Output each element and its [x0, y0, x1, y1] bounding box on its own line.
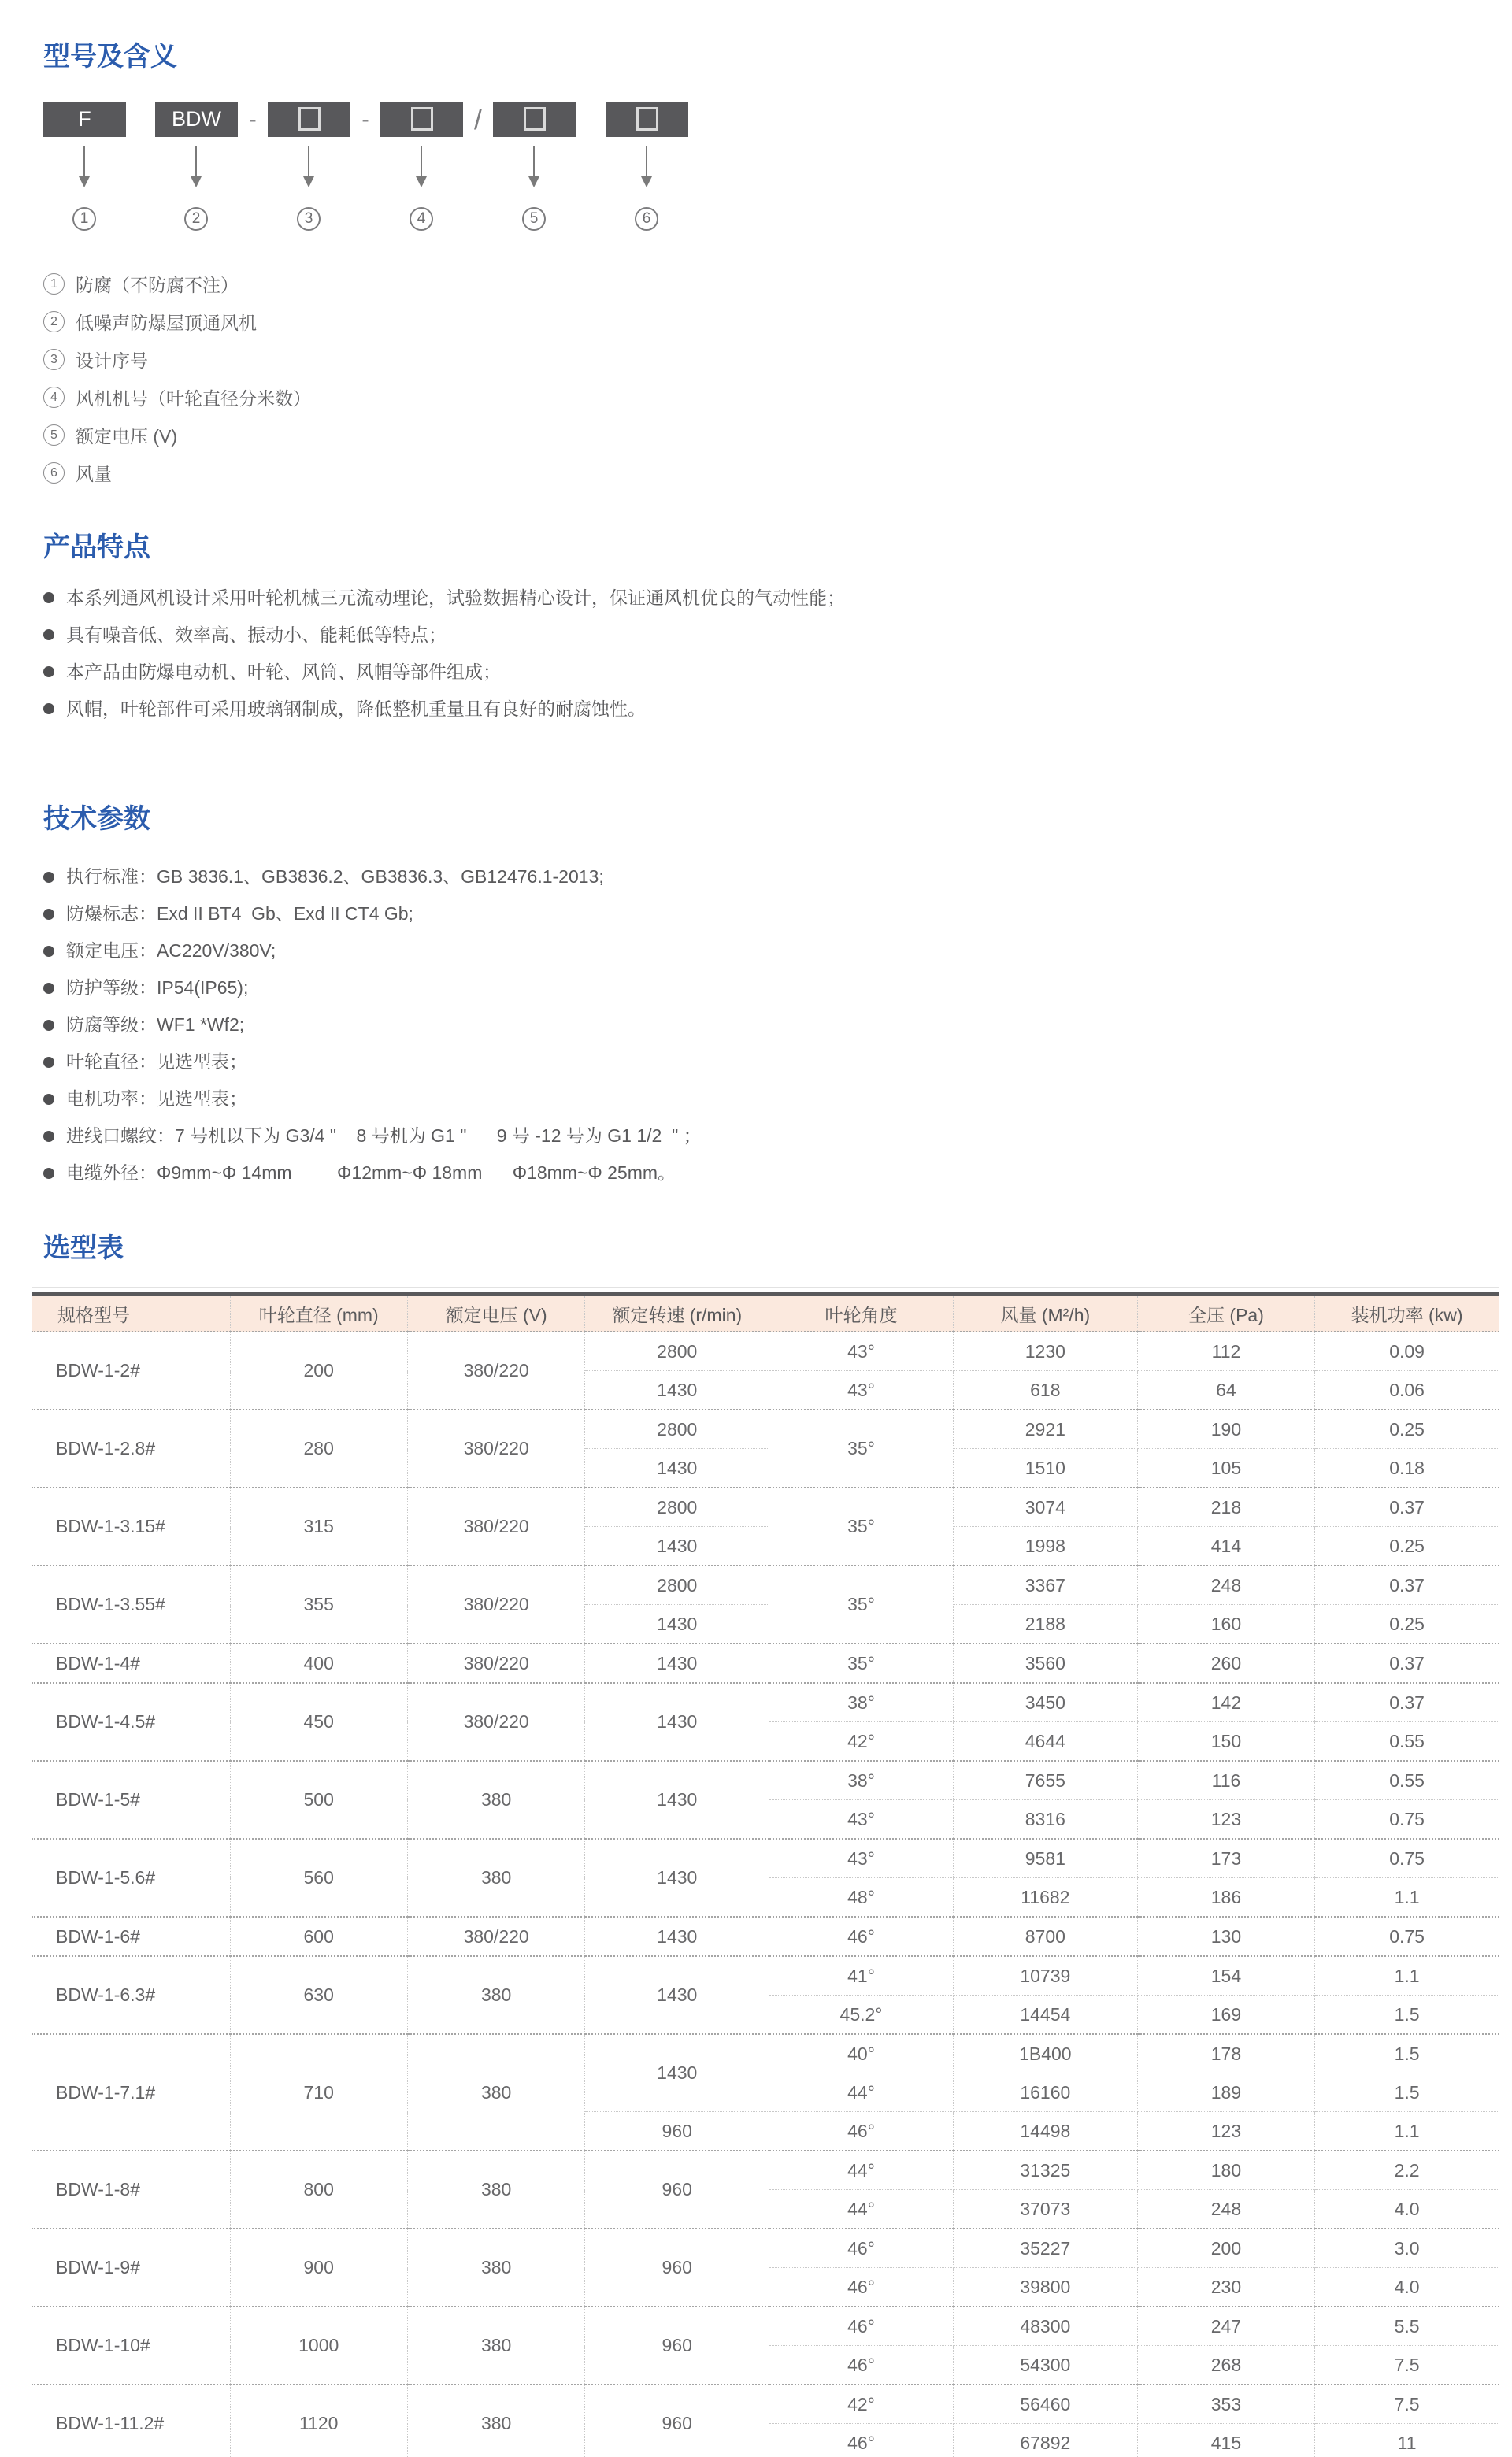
table-cell: 48300	[953, 2307, 1137, 2346]
dash-separator: -	[361, 106, 369, 132]
table-cell: 1.1	[1315, 1878, 1499, 1918]
table-row	[32, 1410, 1499, 1449]
table-cell: 355	[230, 1566, 407, 1644]
table-cell: 1.5	[1315, 2034, 1499, 2073]
legend-item	[43, 265, 1512, 303]
table-cell: 1510	[953, 1449, 1137, 1488]
table-cell: 200	[1137, 2229, 1314, 2268]
model-cell: BDW-1-7.1#	[32, 2034, 231, 2151]
selection-table	[32, 1292, 1499, 2457]
down-arrow-icon	[421, 146, 422, 182]
table-row	[32, 1839, 1499, 1878]
bullet-icon	[43, 629, 54, 640]
table-cell: 0.75	[1315, 1800, 1499, 1840]
table-cell: 67892	[953, 2424, 1137, 2457]
table-cell: 1430	[585, 1839, 769, 1917]
tech-param-text: 叶轮直径：见选型表；	[66, 1051, 247, 1073]
table-cell: 200	[230, 1332, 407, 1410]
table-cell: 46°	[769, 2229, 954, 2268]
table-cell: 112	[1137, 1332, 1314, 1371]
feature-item	[43, 617, 1512, 654]
table-cell: 618	[953, 1371, 1137, 1410]
table-cell: 960	[585, 2307, 769, 2385]
table-top-divider	[32, 1287, 1499, 1288]
legend-item	[43, 379, 1512, 417]
circled-number-4: 4	[43, 387, 65, 408]
table-cell: 380/220	[407, 1917, 584, 1956]
table-cell: 3367	[953, 1566, 1137, 1605]
table-cell: 31325	[953, 2151, 1137, 2190]
table-cell: 1430	[585, 1644, 769, 1683]
table-cell: 380	[407, 1761, 584, 1839]
table-cell: 960	[585, 2229, 769, 2307]
table-cell: 46°	[769, 2112, 954, 2151]
table-cell: 1120	[230, 2385, 407, 2457]
table-cell: 2800	[585, 1566, 769, 1605]
column-header-impeller-angle: 叶轮角度	[769, 1295, 954, 1332]
circled-number-3: 3	[43, 349, 65, 370]
table-cell: 0.37	[1315, 1566, 1499, 1605]
table-cell: 40°	[769, 2034, 954, 2073]
table-cell: 43°	[769, 1371, 954, 1410]
circled-number-2: 2	[43, 311, 65, 332]
table-cell: 180	[1137, 2151, 1314, 2190]
table-cell: 37073	[953, 2190, 1137, 2229]
table-cell: 1430	[585, 1371, 769, 1410]
column-header-air-volume: 风量 (M²/h)	[953, 1295, 1137, 1332]
table-cell: 353	[1137, 2385, 1314, 2424]
bullet-icon	[43, 872, 54, 883]
legend-item	[43, 341, 1512, 379]
table-cell: 43°	[769, 1839, 954, 1878]
table-cell: 35°	[769, 1644, 954, 1683]
feature-text: 本系列通风机设计采用叶轮机械三元流动理论，试验数据精心设计，保证通风机优良的气动性能；	[66, 587, 845, 608]
tech-param-text: 电缆外径：Φ9mm~Φ 14mm Φ12mm~Φ 18mm Φ18mm~Φ 25mm。	[66, 1162, 676, 1184]
down-arrow-icon	[308, 146, 309, 182]
table-cell: 1.5	[1315, 1996, 1499, 2035]
table-row	[32, 2229, 1499, 2268]
table-cell: 0.18	[1315, 1449, 1499, 1488]
legend-text: 低噪声防爆屋顶通风机	[76, 313, 257, 334]
tech-param-text: 额定电压：AC220V/380V;	[66, 940, 276, 962]
table-cell: 2800	[585, 1488, 769, 1527]
table-cell: 160	[1137, 1605, 1314, 1644]
table-cell: 44°	[769, 2190, 954, 2229]
table-cell: 190	[1137, 1410, 1314, 1449]
column-header-installed-power: 装机功率 (kw)	[1315, 1295, 1499, 1332]
model-code-box-1-label: F	[78, 106, 91, 131]
table-cell: 380	[407, 1956, 584, 2034]
table-cell: 380	[407, 1839, 584, 1917]
table-cell: 415	[1137, 2424, 1314, 2457]
model-cell: BDW-1-8#	[32, 2151, 231, 2229]
table-cell: 630	[230, 1956, 407, 2034]
table-cell: 1.1	[1315, 1956, 1499, 1996]
table-row	[32, 1644, 1499, 1683]
model-cell: BDW-1-6#	[32, 1917, 231, 1956]
table-cell: 2921	[953, 1410, 1137, 1449]
table-cell: 268	[1137, 2346, 1314, 2385]
table-cell: 35°	[769, 1410, 954, 1488]
table-cell: 2188	[953, 1605, 1137, 1644]
down-arrow-icon	[83, 146, 85, 182]
table-cell: 414	[1137, 1527, 1314, 1566]
table-cell: 380	[407, 2034, 584, 2151]
table-cell: 43°	[769, 1332, 954, 1371]
tech-param-item	[43, 858, 1512, 895]
circled-number-6: 6	[43, 462, 65, 484]
table-cell: 46°	[769, 2424, 954, 2457]
table-cell: 130	[1137, 1917, 1314, 1956]
legend-text: 风机机号（叶轮直径分米数）	[76, 388, 311, 410]
table-cell: 64	[1137, 1371, 1314, 1410]
table-cell: 0.25	[1315, 1410, 1499, 1449]
section-title-model-meaning: 型号及含义	[43, 42, 177, 72]
tech-param-item	[43, 1117, 1512, 1154]
tech-param-item	[43, 932, 1512, 969]
table-cell: 42°	[769, 1722, 954, 1762]
table-cell: 4.0	[1315, 2190, 1499, 2229]
table-cell: 1430	[585, 1605, 769, 1644]
table-row	[32, 1956, 1499, 1996]
tech-param-text: 进线口螺纹：7 号机以下为 G3/4 " 8 号机为 G1 " 9 号 -12 号为 G1 1/2 " ；	[66, 1125, 702, 1147]
table-cell: 2800	[585, 1332, 769, 1371]
table-cell: 35°	[769, 1488, 954, 1566]
legend-text: 设计序号	[76, 350, 148, 372]
tech-param-item	[43, 969, 1512, 1006]
table-cell: 0.09	[1315, 1332, 1499, 1371]
table-cell: 35°	[769, 1566, 954, 1644]
table-cell: 44°	[769, 2151, 954, 2190]
table-cell: 0.25	[1315, 1605, 1499, 1644]
table-cell: 189	[1137, 2073, 1314, 2112]
tech-param-item	[43, 895, 1512, 932]
section-title-product-features: 产品特点	[43, 532, 150, 562]
table-cell: 400	[230, 1644, 407, 1683]
table-cell: 14454	[953, 1996, 1137, 2035]
model-cell: BDW-1-6.3#	[32, 1956, 231, 2034]
table-cell: 5.5	[1315, 2307, 1499, 2346]
table-row	[32, 1332, 1499, 1371]
table-cell: 0.55	[1315, 1761, 1499, 1800]
table-cell: 178	[1137, 2034, 1314, 2073]
table-cell: 0.75	[1315, 1917, 1499, 1956]
bullet-icon	[43, 1094, 54, 1105]
table-cell: 1430	[585, 1683, 769, 1761]
tech-param-item	[43, 1080, 1512, 1117]
table-cell: 123	[1137, 1800, 1314, 1840]
table-cell: 2800	[585, 1410, 769, 1449]
table-cell: 3560	[953, 1644, 1137, 1683]
table-cell: 560	[230, 1839, 407, 1917]
table-cell: 1430	[585, 1761, 769, 1839]
feature-item	[43, 654, 1512, 691]
circled-number-5: 5	[522, 207, 546, 231]
table-cell: 1000	[230, 2307, 407, 2385]
table-cell: 380/220	[407, 1332, 584, 1410]
table-cell: 0.37	[1315, 1683, 1499, 1722]
tech-param-text: 执行标准：GB 3836.1、GB3836.2、GB3836.3、GB12476.1-2013;	[66, 866, 604, 888]
table-cell: 11	[1315, 2424, 1499, 2457]
table-row	[32, 2385, 1499, 2424]
table-cell: 380	[407, 2229, 584, 2307]
table-cell: 154	[1137, 1956, 1314, 1996]
bullet-icon	[43, 1131, 54, 1142]
table-cell: 0.37	[1315, 1644, 1499, 1683]
legend-text: 风量	[76, 464, 112, 485]
table-cell: 7.5	[1315, 2346, 1499, 2385]
feature-text: 本产品由防爆电动机、叶轮、风筒、风帽等部件组成；	[66, 661, 501, 682]
table-cell: 1430	[585, 1956, 769, 2034]
table-cell: 960	[585, 2151, 769, 2229]
table-cell: 14498	[953, 2112, 1137, 2151]
table-row	[32, 2151, 1499, 2190]
table-cell: 800	[230, 2151, 407, 2229]
model-code-box-2	[155, 102, 238, 137]
table-cell: 280	[230, 1410, 407, 1488]
table-cell: 8700	[953, 1917, 1137, 1956]
table-cell: 35227	[953, 2229, 1137, 2268]
legend-item	[43, 454, 1512, 492]
table-cell: 1430	[585, 1917, 769, 1956]
table-cell: 3450	[953, 1683, 1137, 1722]
product-features-list	[43, 580, 1512, 728]
model-cell: BDW-1-5.6#	[32, 1839, 231, 1917]
model-cell: BDW-1-5#	[32, 1761, 231, 1839]
table-cell: 142	[1137, 1683, 1314, 1722]
table-cell: 380	[407, 2385, 584, 2457]
table-cell: 46°	[769, 2268, 954, 2307]
table-cell: 380	[407, 2151, 584, 2229]
table-cell: 7655	[953, 1761, 1137, 1800]
model-cell: BDW-1-11.2#	[32, 2385, 231, 2457]
table-cell: 54300	[953, 2346, 1137, 2385]
table-row	[32, 1566, 1499, 1605]
table-cell: 173	[1137, 1839, 1314, 1878]
table-cell: 1B400	[953, 2034, 1137, 2073]
feature-item	[43, 580, 1512, 617]
section-title-selection-table: 选型表	[43, 1233, 124, 1264]
table-cell: 247	[1137, 2307, 1314, 2346]
table-row	[32, 1917, 1499, 1956]
bullet-icon	[43, 592, 54, 603]
table-cell: 380/220	[407, 1488, 584, 1566]
circled-number-1: 1	[43, 273, 65, 295]
circled-number-2: 2	[184, 207, 208, 231]
table-cell: 380	[407, 2307, 584, 2385]
model-code-box-5	[493, 102, 576, 137]
table-cell: 39800	[953, 2268, 1137, 2307]
model-cell: BDW-1-9#	[32, 2229, 231, 2307]
model-cell: BDW-1-10#	[32, 2307, 231, 2385]
table-cell: 46°	[769, 1917, 954, 1956]
table-row	[32, 2034, 1499, 2073]
model-cell: BDW-1-3.55#	[32, 1566, 231, 1644]
table-cell: 450	[230, 1683, 407, 1761]
tech-param-text: 防护等级：IP54(IP65);	[66, 977, 249, 999]
table-cell: 48°	[769, 1878, 954, 1918]
model-code-diagram	[0, 102, 1512, 245]
table-cell: 150	[1137, 1722, 1314, 1762]
table-row	[32, 1761, 1499, 1800]
table-cell: 3.0	[1315, 2229, 1499, 2268]
bullet-icon	[43, 946, 54, 957]
table-row	[32, 1683, 1499, 1722]
model-code-box-2-label: BDW	[172, 106, 221, 131]
table-cell: 218	[1137, 1488, 1314, 1527]
tech-param-item	[43, 1154, 1512, 1191]
feature-item	[43, 691, 1512, 728]
model-code-legend	[43, 265, 1512, 492]
table-cell: 0.75	[1315, 1839, 1499, 1878]
tech-param-text: 防爆标志：Exd II BT4 Gb、Exd II CT4 Gb;	[66, 903, 413, 925]
table-cell: 260	[1137, 1644, 1314, 1683]
table-cell: 1430	[585, 1527, 769, 1566]
down-arrow-icon	[646, 146, 647, 182]
table-cell: 230	[1137, 2268, 1314, 2307]
legend-text: 额定电压 (V)	[76, 426, 178, 447]
circled-number-3: 3	[297, 207, 321, 231]
tech-param-item	[43, 1006, 1512, 1043]
table-cell: 248	[1137, 2190, 1314, 2229]
bullet-icon	[43, 666, 54, 677]
table-cell: 380/220	[407, 1566, 584, 1644]
table-cell: 380/220	[407, 1644, 584, 1683]
table-cell: 116	[1137, 1761, 1314, 1800]
table-cell: 46°	[769, 2346, 954, 2385]
legend-text: 防腐（不防腐不注）	[76, 275, 239, 296]
column-header-impeller-diameter: 叶轮直径 (mm)	[230, 1295, 407, 1332]
table-cell: 0.37	[1315, 1488, 1499, 1527]
placeholder-square-icon	[636, 107, 658, 131]
bullet-icon	[43, 1168, 54, 1179]
table-cell: 2.2	[1315, 2151, 1499, 2190]
table-cell: 960	[585, 2112, 769, 2151]
tech-param-text: 电机功率：见选型表；	[66, 1088, 247, 1110]
table-cell: 0.06	[1315, 1371, 1499, 1410]
table-cell: 1.5	[1315, 2073, 1499, 2112]
table-cell: 1430	[585, 2034, 769, 2112]
table-cell: 11682	[953, 1878, 1137, 1918]
placeholder-square-icon	[411, 107, 433, 131]
model-cell: BDW-1-3.15#	[32, 1488, 231, 1566]
model-cell: BDW-1-2#	[32, 1332, 231, 1410]
table-cell: 1998	[953, 1527, 1137, 1566]
table-cell: 38°	[769, 1683, 954, 1722]
table-cell: 380/220	[407, 1410, 584, 1488]
circled-number-1: 1	[72, 207, 96, 231]
table-cell: 0.55	[1315, 1722, 1499, 1762]
bullet-icon	[43, 909, 54, 920]
table-cell: 0.25	[1315, 1527, 1499, 1566]
bullet-icon	[43, 983, 54, 994]
table-cell: 4644	[953, 1722, 1137, 1762]
model-code-box-4	[380, 102, 463, 137]
down-arrow-icon	[533, 146, 535, 182]
model-cell: BDW-1-2.8#	[32, 1410, 231, 1488]
placeholder-square-icon	[524, 107, 546, 131]
bullet-icon	[43, 1020, 54, 1031]
table-cell: 710	[230, 2034, 407, 2151]
table-header-row	[32, 1295, 1499, 1332]
table-cell: 380/220	[407, 1683, 584, 1761]
selection-table-body	[32, 1332, 1499, 2457]
table-cell: 41°	[769, 1956, 954, 1996]
table-cell: 56460	[953, 2385, 1137, 2424]
table-cell: 43°	[769, 1800, 954, 1840]
section-title-technical-parameters: 技术参数	[43, 803, 150, 834]
table-cell: 4.0	[1315, 2268, 1499, 2307]
column-header-total-pressure: 全压 (Pa)	[1137, 1295, 1314, 1332]
table-cell: 8316	[953, 1800, 1137, 1840]
down-arrow-icon	[195, 146, 197, 182]
technical-parameters-list	[43, 858, 1512, 1191]
bullet-icon	[43, 1057, 54, 1068]
model-cell: BDW-1-4.5#	[32, 1683, 231, 1761]
model-cell: BDW-1-4#	[32, 1644, 231, 1683]
table-cell: 3074	[953, 1488, 1137, 1527]
feature-text: 具有噪音低、效率高、振动小、能耗低等特点；	[66, 624, 447, 645]
table-cell: 16160	[953, 2073, 1137, 2112]
table-cell: 9581	[953, 1839, 1137, 1878]
table-cell: 105	[1137, 1449, 1314, 1488]
column-header-rated-voltage: 额定电压 (V)	[407, 1295, 584, 1332]
tech-param-text: 防腐等级：WF1 *Wf2;	[66, 1014, 245, 1036]
table-cell: 123	[1137, 2112, 1314, 2151]
table-cell: 248	[1137, 1566, 1314, 1605]
table-cell: 42°	[769, 2385, 954, 2424]
slash-separator: /	[473, 102, 482, 135]
circled-number-5: 5	[43, 424, 65, 446]
tech-param-item	[43, 1043, 1512, 1080]
table-cell: 10739	[953, 1956, 1137, 1996]
table-cell: 169	[1137, 1996, 1314, 2035]
model-code-box-1	[43, 102, 126, 137]
table-cell: 38°	[769, 1761, 954, 1800]
table-cell: 44°	[769, 2073, 954, 2112]
model-code-box-3	[268, 102, 350, 137]
table-cell: 960	[585, 2385, 769, 2457]
legend-item	[43, 417, 1512, 454]
table-cell: 186	[1137, 1878, 1314, 1918]
placeholder-square-icon	[298, 107, 321, 131]
table-cell: 46°	[769, 2307, 954, 2346]
column-header-model: 规格型号	[32, 1295, 231, 1332]
table-cell: 500	[230, 1761, 407, 1839]
table-cell: 1.1	[1315, 2112, 1499, 2151]
dash-separator: -	[249, 106, 257, 132]
column-header-rated-speed: 额定转速 (r/min)	[585, 1295, 769, 1332]
model-code-box-6	[606, 102, 688, 137]
table-cell: 1230	[953, 1332, 1137, 1371]
circled-number-6: 6	[635, 207, 658, 231]
table-row	[32, 2307, 1499, 2346]
table-cell: 45.2°	[769, 1996, 954, 2035]
circled-number-4: 4	[410, 207, 433, 231]
table-cell: 1430	[585, 1449, 769, 1488]
bullet-icon	[43, 703, 54, 714]
table-cell: 315	[230, 1488, 407, 1566]
table-cell: 900	[230, 2229, 407, 2307]
table-cell: 7.5	[1315, 2385, 1499, 2424]
table-row	[32, 1488, 1499, 1527]
legend-item	[43, 303, 1512, 341]
table-cell: 600	[230, 1917, 407, 1956]
feature-text: 风帽，叶轮部件可采用玻璃钢制成，降低整机重量且有良好的耐腐蚀性。	[66, 698, 646, 719]
